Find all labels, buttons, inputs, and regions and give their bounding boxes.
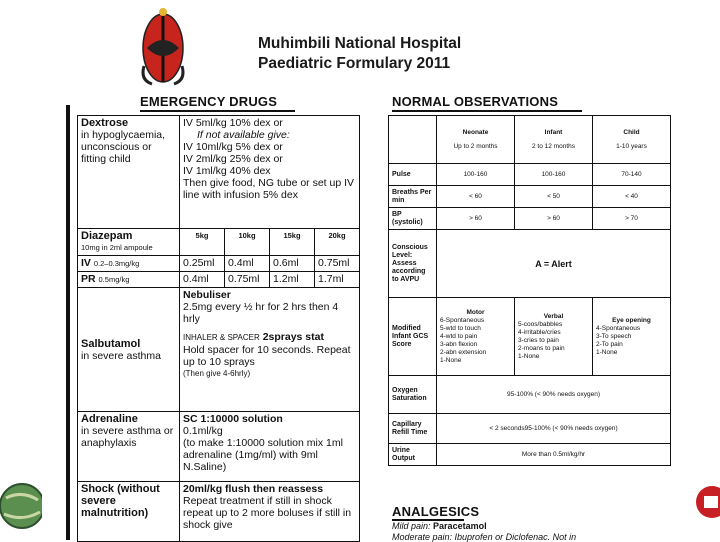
nebuliser-label: Nebuliser — [183, 289, 231, 301]
diazepam-conc: 10mg in 2ml ampoule — [81, 243, 153, 252]
adrenaline-howto: (to make 1:10000 solution mix 1ml adrenaline (1mg/ml) with 9ml N.Saline) — [183, 437, 343, 473]
nebuliser-dose: 2.5mg every ½ hr for 2 hrs then 4 hrly — [183, 301, 339, 325]
gcs-motor-head: Motor — [466, 308, 485, 316]
diazepam-name: Diazepam — [81, 230, 133, 242]
analgesics-moderate-line: Moderate pain: Ibuprofen or Diclofenac. Not in — [392, 532, 577, 542]
diazepam-iv-5kg: 0.25ml — [180, 256, 225, 272]
shock-cell — [78, 482, 180, 542]
obs-oxygen-label: Oxygen Saturation — [389, 376, 437, 414]
inhaler-then: (Then give 4-6hrly) — [183, 369, 251, 378]
diazepam-iv-20kg: 0.75ml — [315, 256, 360, 272]
hospital-name: Muhimbili National Hospital — [258, 35, 462, 52]
globe-decoration — [0, 470, 42, 540]
inhaler-label: INHALER & SPACER — [183, 333, 260, 342]
obs-urine-label: Urine Output — [389, 444, 437, 466]
dextrose-line-1: IV 5ml/kg 10% dex or — [183, 117, 283, 129]
diazepam-pr-label: PR 0.5mg/kg — [78, 272, 180, 288]
weight-15kg: 15kg — [270, 229, 315, 256]
analgesics-mild-line — [392, 521, 487, 531]
obs-cap-value: < 2 seconds95-100% (< 90% needs oxygen) — [437, 414, 671, 444]
obs-pulse-neonate: 100-160 — [437, 164, 515, 186]
shock-line-1: 20ml/kg flush then reassess — [183, 483, 324, 495]
adrenaline-desc: in severe asthma or anaphylaxis — [81, 425, 174, 449]
formulary-title: Paediatric Formulary 2011 — [258, 55, 451, 72]
inhaler-dose: 2sprays stat — [262, 331, 324, 343]
obs-bp-neonate: > 60 — [437, 208, 515, 230]
obs-row-pulse-label: Pulse — [389, 164, 437, 186]
obs-bp-child: > 70 — [593, 208, 671, 230]
obs-conscious-label: Conscious Level: Assess according to AVPU — [389, 230, 437, 298]
obs-pulse-child: 70-140 — [593, 164, 671, 186]
gcs-verbal-head: Verbal — [543, 312, 564, 320]
inhaler-hold: Hold spacer for 10 seconds. Repeat up to 10 sprays — [183, 344, 351, 368]
diazepam-pr-15kg: 1.2ml — [270, 272, 315, 288]
dextrose-line-4: IV 2ml/kg 25% dex or — [183, 153, 283, 165]
diazepam-pr-10kg: 0.75ml — [225, 272, 270, 288]
dextrose-line-3: IV 10ml/kg 5% dex or — [183, 141, 283, 153]
gcs-motor: Motor 6-Spontaneous 5-wtd to touch 4-wtd to pain 3-abn flexion 2-abn extension 1-None — [437, 298, 515, 376]
shock-name: Shock (without severe malnutrition) — [81, 483, 160, 519]
left-margin-bar — [66, 105, 70, 540]
observations-heading-underline — [392, 110, 582, 112]
obs-pulse-infant: 100-160 — [515, 164, 593, 186]
gcs-eye: Eye opening 4-Spontaneous 3-To speech 2-To pain 1-None — [593, 298, 671, 376]
dextrose-cell — [78, 116, 180, 229]
salbutamol-desc: in severe asthma — [81, 349, 161, 362]
hospital-crest-logo — [138, 4, 188, 88]
diazepam-iv-10kg: 0.4ml — [225, 256, 270, 272]
adrenaline-sc: SC 1:10000 solution — [183, 413, 283, 425]
obs-breaths-infant: < 50 — [515, 186, 593, 208]
obs-bp-infant: > 60 — [515, 208, 593, 230]
diazepam-cell — [78, 229, 180, 256]
obs-col-neonate: Neonate Up to 2 months — [437, 116, 515, 164]
obs-col-child: Child 1-10 years — [593, 116, 671, 164]
obs-gcs-label: Modified Infant GCS Score — [389, 298, 437, 376]
gcs-eye-head: Eye opening — [612, 316, 651, 324]
mild-pain-label: Mild pain: — [392, 521, 431, 531]
paracetamol-label: Paracetamol — [433, 521, 487, 531]
dextrose-desc: in hypoglycaemia, unconscious or fitting child — [81, 129, 166, 165]
adrenaline-cell — [78, 412, 180, 482]
dextrose-name: Dextrose — [81, 117, 129, 129]
diazepam-iv-label: IV 0.2–0.3mg/kg — [78, 256, 180, 272]
shock-line-2: Repeat treatment if still in shock repeat up to 2 more boluses if still in shock give — [183, 495, 352, 531]
obs-corner — [389, 116, 437, 164]
shock-dosing — [180, 482, 360, 542]
dextrose-dosing — [180, 116, 360, 229]
adrenaline-dosing — [180, 412, 360, 482]
salbutamol-cell — [78, 288, 180, 412]
weight-20kg: 20kg — [315, 229, 360, 256]
obs-breaths-child: < 40 — [593, 186, 671, 208]
obs-row-bp-label: BP (systolic) — [389, 208, 437, 230]
obs-row-breaths-label: Breaths Per min — [389, 186, 437, 208]
salbutamol-dosing — [180, 288, 360, 412]
gcs-verbal: Verbal 5-coos/babbles 4-irritable/cries 3-cries to pain 2-moans to pain 1-None — [515, 298, 593, 376]
diazepam-iv-15kg: 0.6ml — [270, 256, 315, 272]
diazepam-pr-5kg: 0.4ml — [180, 272, 225, 288]
obs-cap-label: Capillary Refill Time — [389, 414, 437, 444]
adrenaline-name: Adrenaline — [81, 413, 138, 425]
obs-breaths-neonate: < 60 — [437, 186, 515, 208]
adrenaline-dose: 0.1ml/kg — [183, 425, 223, 437]
obs-oxygen-value: 95-100% (< 90% needs oxygen) — [437, 376, 671, 414]
analgesics-heading: ANALGESICS — [392, 504, 480, 519]
dextrose-line-6: Then give food, NG tube or set up IV line with infusion 5% dex — [183, 177, 355, 201]
weight-5kg: 5kg — [180, 229, 225, 256]
dextrose-line-2: If not available give: — [197, 129, 290, 141]
emergency-drugs-heading: EMERGENCY DRUGS — [140, 94, 278, 109]
emergency-drugs-table — [77, 115, 360, 542]
normal-observations-heading: NORMAL OBSERVATIONS — [392, 94, 559, 109]
obs-urine-value: More than 0.5ml/kg/hr — [437, 444, 671, 466]
diazepam-pr-20kg: 1.7ml — [315, 272, 360, 288]
emergency-heading-underline — [140, 110, 295, 112]
dextrose-line-5: IV 1ml/kg 40% dex — [183, 165, 271, 177]
obs-conscious-value: A = Alert — [437, 230, 671, 298]
weight-10kg: 10kg — [225, 229, 270, 256]
normal-observations-table — [388, 115, 671, 466]
salbutamol-name: Salbutamol — [81, 337, 141, 350]
obs-col-infant: Infant 2 to 12 months — [515, 116, 593, 164]
red-emblem-decoration — [690, 472, 720, 540]
